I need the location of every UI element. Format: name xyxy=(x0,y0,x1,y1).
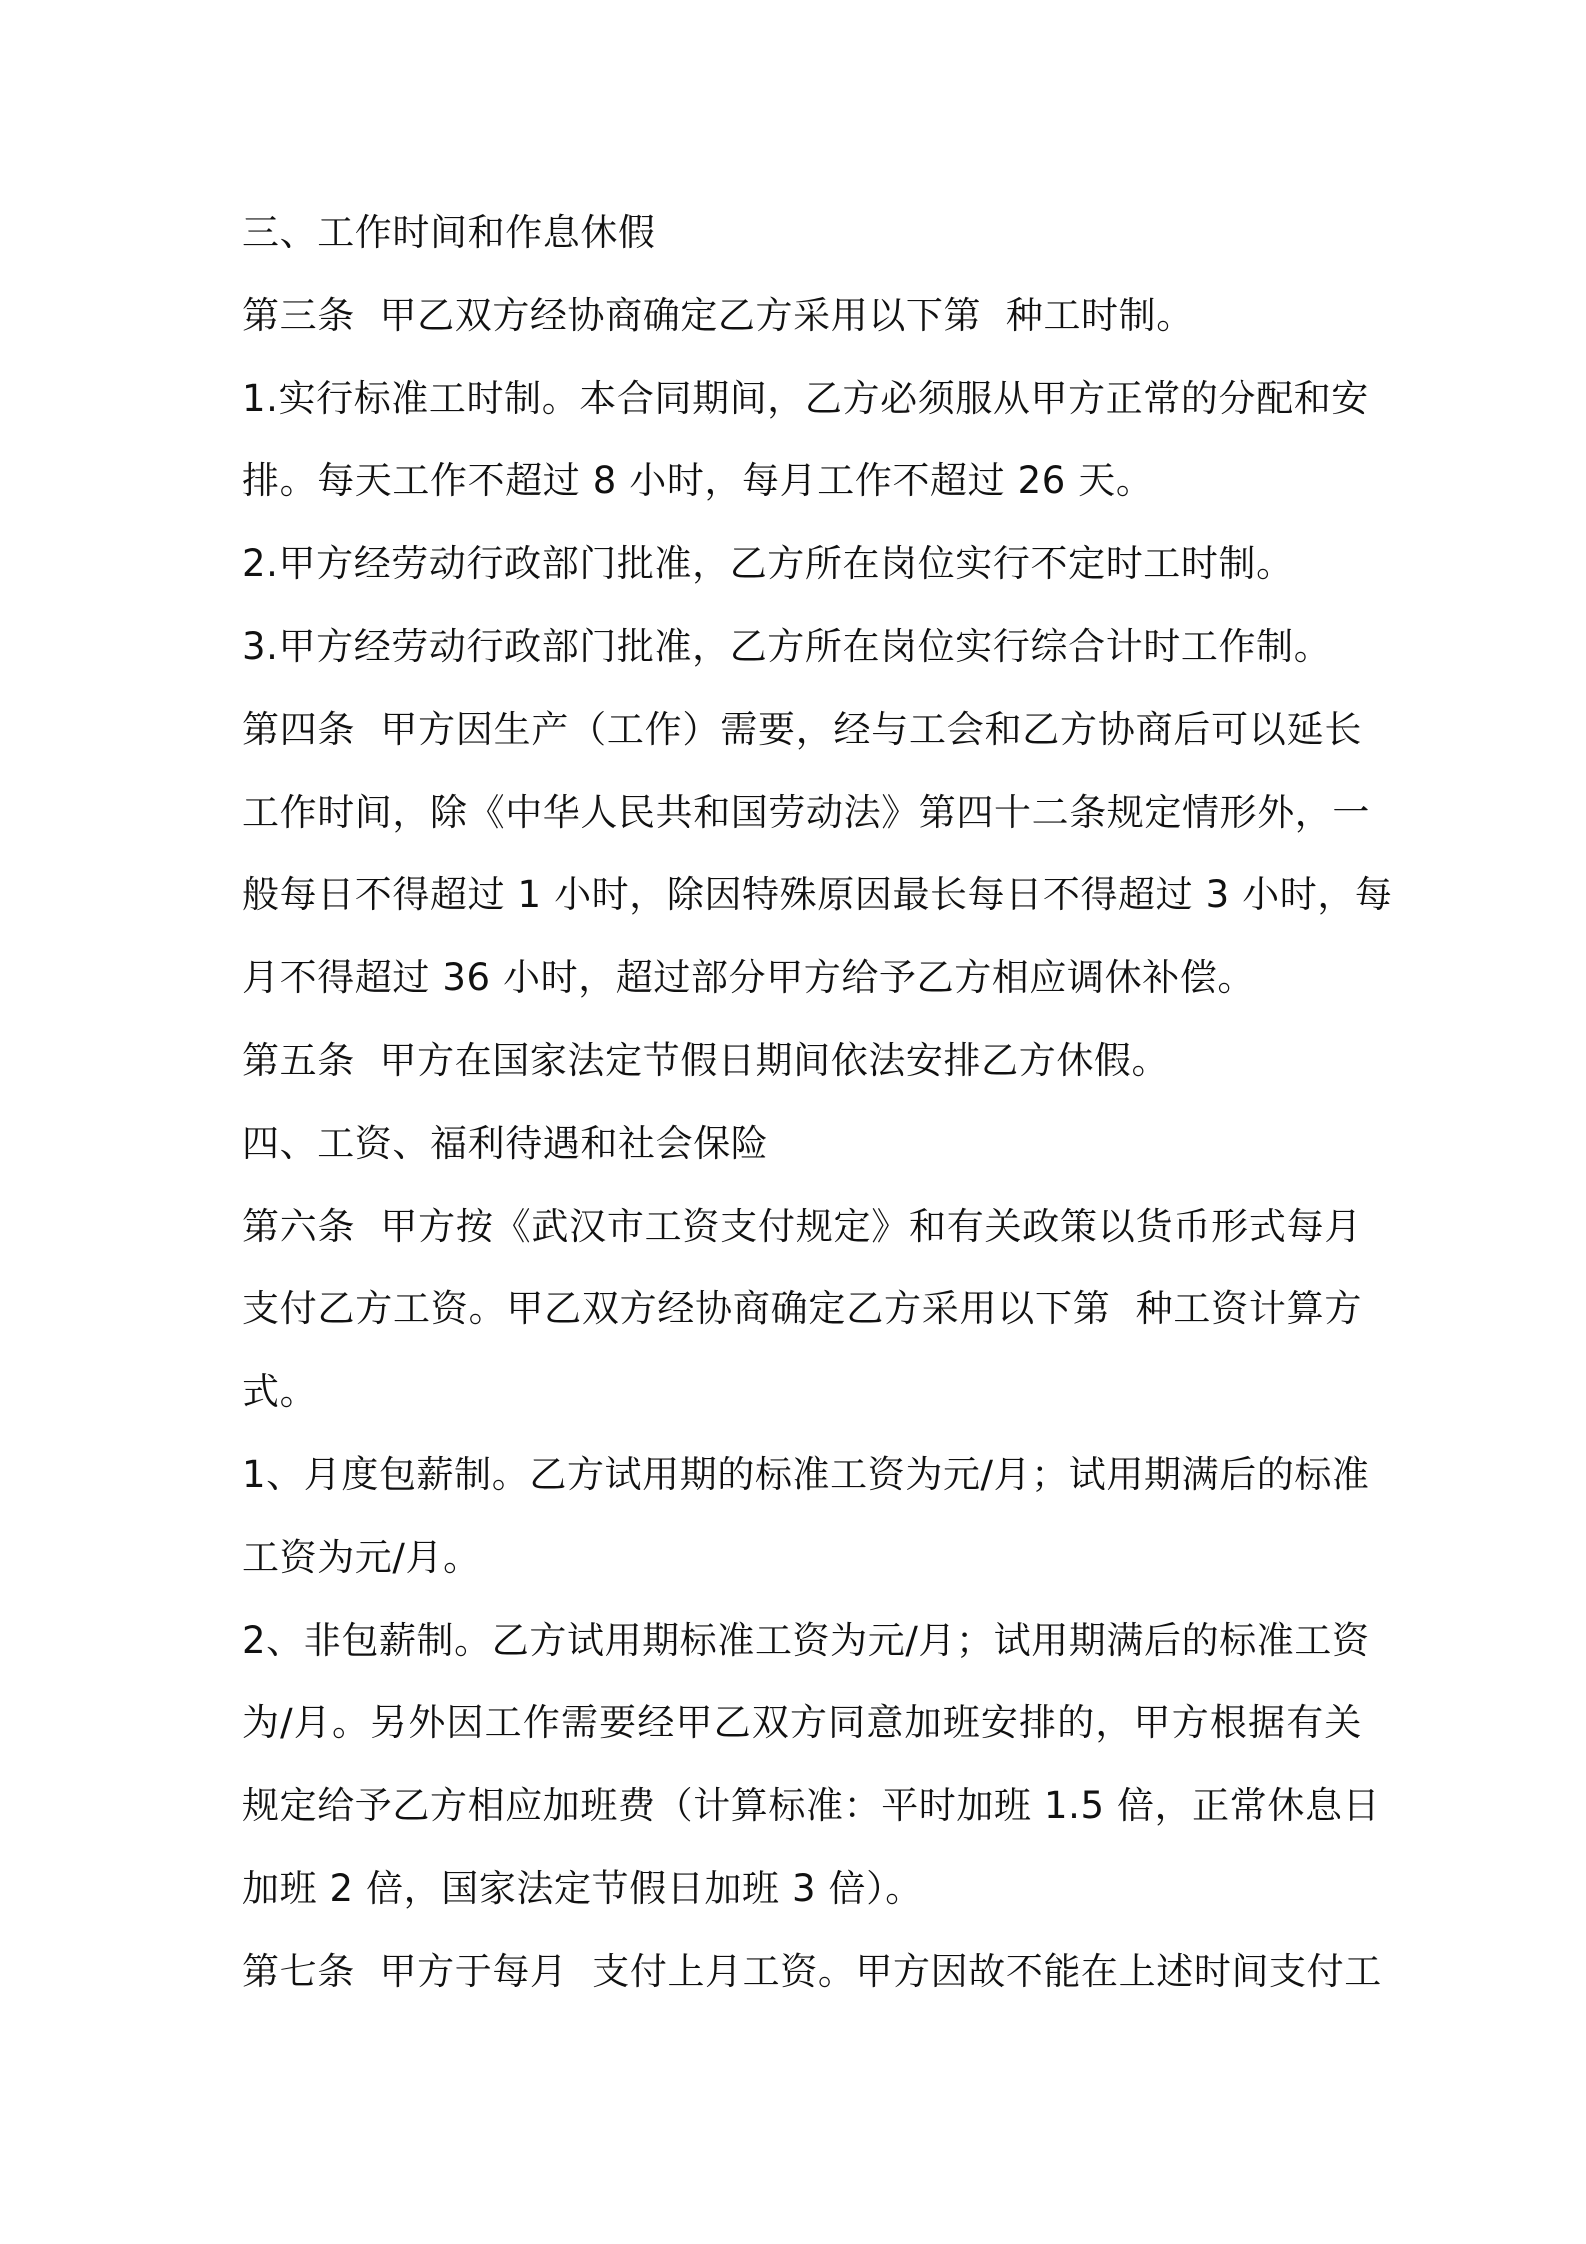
article-5: 第五条 甲方在国家法定节假日期间依法安排乙方休假。 xyxy=(242,1038,1170,1082)
article-6-cont-2: 式。 xyxy=(242,1370,318,1414)
article-6-item-1: 1、月度包薪制。乙方试用期的标准工资为元/月；试用期满后的标准 xyxy=(242,1452,1370,1496)
article-4: 第四条 甲方因生产（工作）需要，经与工会和乙方协商后可以延长 xyxy=(242,707,1362,751)
article-6-item-1-cont: 工资为元/月。 xyxy=(242,1535,481,1579)
article-6-item-2-cont-3: 加班 2 倍，国家法定节假日加班 3 倍）。 xyxy=(242,1866,923,1910)
section-heading-work-hours: 三、工作时间和作息休假 xyxy=(242,211,656,254)
article-6: 第六条 甲方按《武汉市工资支付规定》和有关政策以货币形式每月 xyxy=(242,1204,1362,1248)
article-6-item-2-cont-2: 规定给予乙方相应加班费（计算标准：平时加班 1.5 倍，正常休息日 xyxy=(242,1784,1381,1828)
article-3-item-1-cont: 排。每天工作不超过 8 小时，每月工作不超过 26 天。 xyxy=(242,459,1154,503)
article-4-cont-1: 工作时间，除《中华人民共和国劳动法》第四十二条规定情形外，一 xyxy=(242,790,1370,834)
section-heading-wages: 四、工资、福利待遇和社会保险 xyxy=(242,1121,769,1165)
article-7: 第七条 甲方于每月 支付上月工资。甲方因故不能在上述时间支付工 xyxy=(242,1949,1382,1993)
article-4-cont-2: 般每日不得超过 1 小时，除因特殊原因最长每日不得超过 3 小时，每 xyxy=(242,873,1393,917)
article-6-item-2: 2、非包薪制。乙方试用期标准工资为元/月；试用期满后的标准工资 xyxy=(242,1618,1370,1662)
article-3-item-2: 2.甲方经劳动行政部门批准，乙方所在岗位实行不定时工时制。 xyxy=(242,542,1294,586)
article-3: 第三条 甲乙双方经协商确定乙方采用以下第 种工时制。 xyxy=(242,293,1194,337)
article-6-cont-1: 支付乙方工资。甲乙双方经协商确定乙方采用以下第 种工资计算方 xyxy=(242,1287,1362,1331)
article-4-cont-3: 月不得超过 36 小时，超过部分甲方给予乙方相应调休补偿。 xyxy=(242,956,1256,1000)
article-3-item-3: 3.甲方经劳动行政部门批准，乙方所在岗位实行综合计时工作制。 xyxy=(242,624,1332,668)
document-body xyxy=(242,192,1393,2014)
article-6-item-2-cont-1: 为/月。另外因工作需要经甲乙双方同意加班安排的，甲方根据有关 xyxy=(242,1701,1362,1745)
article-3-item-1: 1.实行标准工时制。本合同期间，乙方必须服从甲方正常的分配和安 xyxy=(242,376,1369,420)
